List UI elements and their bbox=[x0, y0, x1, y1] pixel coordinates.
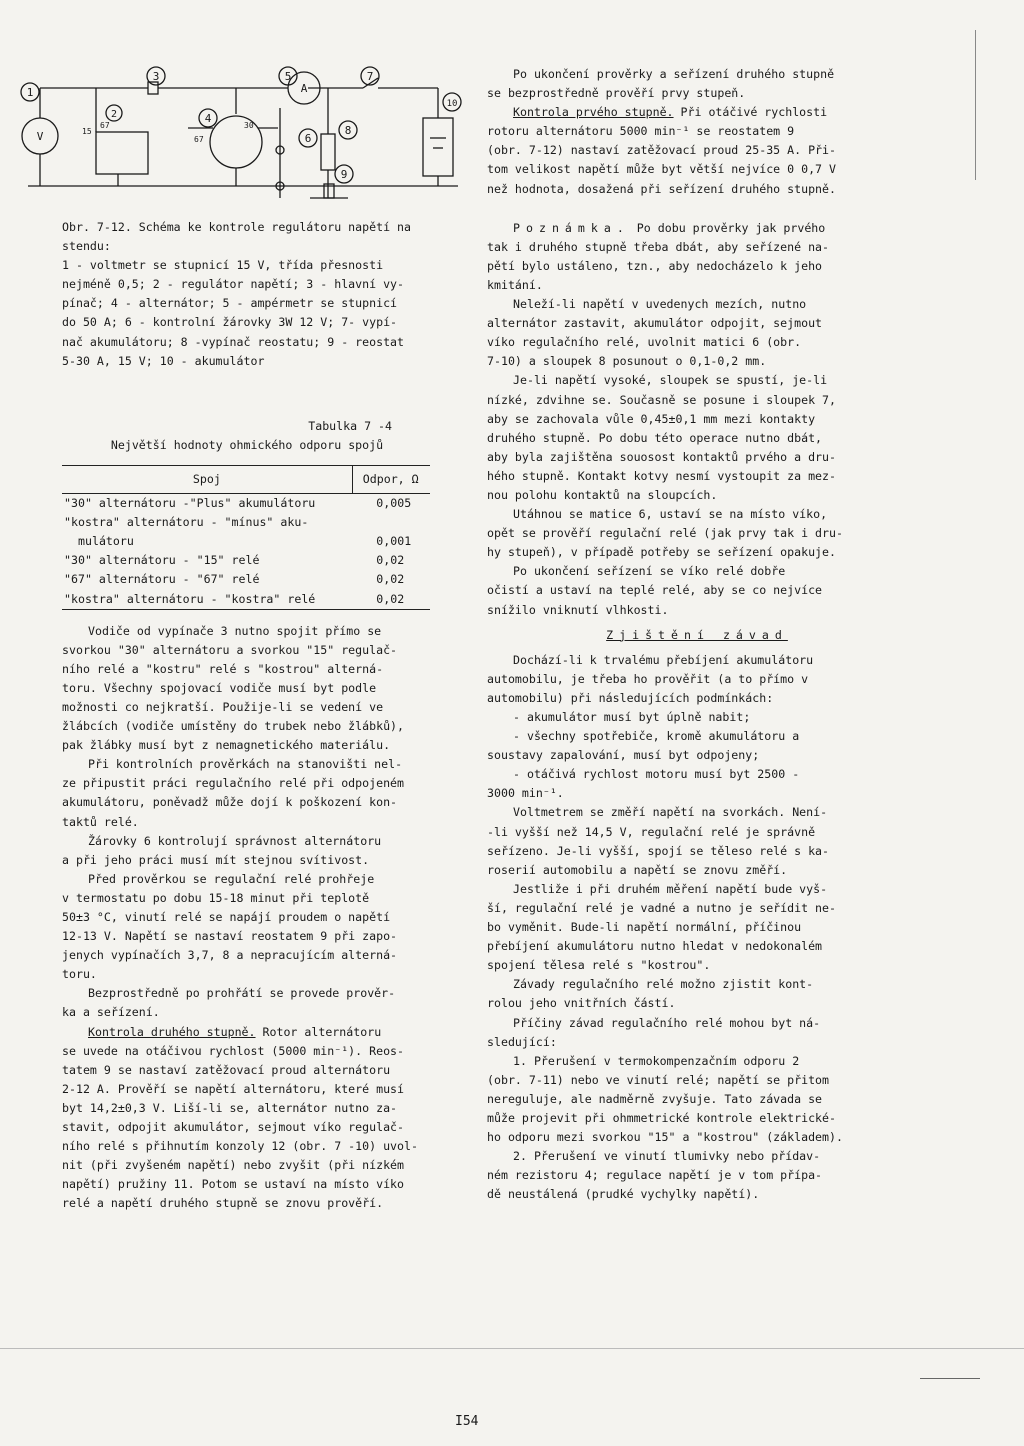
caption-line: Obr. 7-12. Schéma ke kontrole regulátoru napětí na bbox=[62, 220, 412, 234]
table-cell: mulátoru bbox=[78, 534, 134, 549]
section-heading: Kontrola prvého stupně. bbox=[513, 105, 674, 120]
figure-caption bbox=[62, 218, 432, 371]
table-cell: 0,005 bbox=[376, 496, 412, 511]
column-header-spoj: Spoj bbox=[62, 465, 352, 493]
diagram-label-4: 4 bbox=[204, 112, 212, 125]
paragraph: Závady regulačního relé možno zjistit kont- rolou jeho vnitřních částí. bbox=[487, 977, 814, 1011]
table-cell: 0,02 bbox=[376, 572, 405, 587]
caption-line: do 50 A; 6 - kontrolní žárovky 3W 12 V; 7- vypí- bbox=[62, 315, 398, 330]
terminal-67-label-a: 67 bbox=[100, 121, 110, 130]
table-cell: 0,02 bbox=[352, 590, 430, 610]
voltmeter-symbol: V bbox=[36, 130, 44, 143]
table-cell: 0,001 bbox=[376, 534, 412, 549]
note-body: Po dobu prověrky jak prvého tak i druhého stupně třeba dbát, aby seřízené na- pětí bylo ustáleno, tzn., aby nedocházelo k jeho kmitání. bbox=[487, 220, 830, 292]
diagram-label-7: 7 bbox=[366, 70, 374, 83]
table-row bbox=[62, 532, 430, 551]
section-heading bbox=[487, 626, 907, 645]
bullet-item: - akumulátor musí byt úplně nabit; bbox=[513, 710, 751, 724]
diagram-label-6: 6 bbox=[304, 132, 312, 145]
regulator-test-circuit-diagram bbox=[18, 58, 470, 213]
ammeter-symbol: A bbox=[300, 82, 308, 95]
scan-edge-line bbox=[975, 30, 976, 180]
table-cell: "30" alternátoru -"Plus" akumulátoru bbox=[64, 496, 316, 511]
bullet-item: - otáčivá rychlost motoru musí byt 2500 - 3000 min⁻¹. bbox=[487, 767, 800, 801]
diagram-label-2: 2 bbox=[110, 109, 118, 120]
caption-line: pínač; 4 - alternátor; 5 - ampérmetr se stupnicí bbox=[62, 296, 398, 311]
page-number: I54 bbox=[455, 1414, 479, 1429]
table-title: Největší hodnoty ohmického odporu spojů bbox=[110, 437, 384, 452]
numbered-item: 2. Přerušení ve vinutí tlumivky nebo přídav- ném rezistoru 4; regulace napětí je v tom přípa- dě neustálená (prudké vychylky napětí). bbox=[487, 1149, 823, 1202]
paragraph: Po ukončení prověrky a seřízení druhého stupně se bezprostředně prověří prvy stupeň. bbox=[487, 67, 835, 101]
table-row bbox=[62, 494, 430, 514]
diagram-label-8: 8 bbox=[344, 124, 352, 137]
paragraph-body: Rotor alternátoru se uvede na otáčivou rychlost (5000 min⁻¹). Reos- tatem 9 se nastaví zatěžovací proud alternátoru 2-12 A. Prověří se napětí alternátoru, které musí byt 14,2±0,3 V. Liší-li se, alternátor nutno za- stavit, odpojit akumulátor, sejmout víko regulač- ního relé s přihnutím konzoly 12 (obr. 7 -10) uvol- nit (při zvyšeném napětí) nebo zvyšit (při nízkém napětí) pružiny 11. Potom se ustaví na místo víko relé a napětí druhého stupně se znovu prověří. bbox=[62, 1024, 418, 1211]
paragraph: Voltmetrem se změří napětí na svorkách. Není- -li vyšší než 14,5 V, regulační relé je správně seřízeno. Je-li vyšší, spojí se těleso relé s ka- roserií automobilu a napětí se znovu změří. bbox=[487, 805, 830, 877]
table-cell: "67" alternátoru - "67" relé bbox=[64, 572, 260, 587]
caption-line: 1 - voltmetr se stupnicí 15 V, třída přesnosti bbox=[62, 258, 384, 273]
caption-line: stendu: bbox=[62, 239, 111, 254]
paragraph: Utáhnou se matice 6, ustaví se na místo víko, opět se prověří regulační relé (jak prvy tak i dru- hy stupeň), v případě potřeby se seřízení opakuje. bbox=[487, 507, 843, 560]
column-header-odpor: Odpor, Ω bbox=[352, 465, 430, 493]
paragraph: Bezprostředně po prohřátí se provede prověr- ka a seřízení. bbox=[62, 986, 396, 1020]
caption-line: nač akumulátoru; 8 -vypínač reostatu; 9 - reostat bbox=[62, 334, 405, 349]
diagram-label-10: 10 bbox=[446, 99, 458, 109]
paragraph bbox=[62, 1023, 432, 1214]
section-heading-text: Zjištění závad bbox=[606, 627, 788, 642]
paragraph-body: Při otáčivé rychlosti rotoru alternátoru 5000 min⁻¹ se reostatem 9 (obr. 7-12) nastaví zatěžovací proud 25-35 A. Při- tom velikost napětí může byt větší nejvíce 0 0,7 V než hodnota, dosažená při seřízení druhého stupně. bbox=[487, 105, 837, 196]
table-cell: "kostra" alternátoru - "mínus" aku- bbox=[64, 515, 309, 530]
table-cell bbox=[352, 513, 430, 532]
paragraph: Při kontrolních prověrkách na stanovišti nel- ze připustit práci regulačního relé při odpojeném akumulátoru, poněvadž může dojí k poškození kon- taktů relé. bbox=[62, 757, 405, 829]
paragraph: Žárovky 6 kontrolují správnost alternátoru a při jeho práci musí mít stejnou svítivost. bbox=[62, 833, 382, 867]
table-row bbox=[62, 513, 430, 532]
resistance-table bbox=[62, 465, 430, 610]
numbered-item: 1. Přerušení v termokompenzačním odporu 2 (obr. 7-11) nebo ve vinutí relé; napětí se přitom nereguluje, ale nadměrně zvyšuje. Tato závada se může projevit při ohmmetrické kontrole elektrické- ho odporu mezi svorkou "15" a "kostrou" (základem). bbox=[487, 1053, 843, 1145]
table-row bbox=[62, 551, 430, 570]
table-cell: "30" alternátoru - "15" relé bbox=[64, 553, 260, 568]
caption-line: nejméně 0,5; 2 - regulátor napětí; 3 - hlavní vy- bbox=[62, 277, 405, 292]
right-column bbox=[487, 65, 907, 1204]
paragraph: Po ukončení seřízení se víko relé dobře očistí a ustaví na teplé relé, aby se co nejvíce snížilo vniknutí vlhkosti. bbox=[487, 564, 823, 617]
table-number: Tabulka 7 -4 bbox=[308, 418, 392, 433]
note bbox=[487, 219, 907, 295]
paragraph: Neleží-li napětí v uvedenych mezích, nutno alternátor zastavit, akumulátor odpojit, sejmout víko regulačního relé, uvolnit matici 6 (obr. 7-10) a sloupek 8 posunout o 0,1-0,2 mm. bbox=[487, 297, 823, 369]
bullet-item: - všechny spotřebiče, kromě akumulátoru a soustavy zapalování, musí byt odpojeny; bbox=[487, 729, 800, 763]
paragraph bbox=[487, 103, 907, 198]
table-cell: "kostra" alternátoru - "kostra" relé bbox=[62, 590, 352, 610]
paragraph: Vodiče od vypínače 3 nutno spojit přímo se svorkou "30" alternátoru a svorkou "15" regulač- ního relé a "kostru" relé s "kostrou" alterná- toru. Všechny spojovací vodiče musí byt podle možnosti co nejkratší. Použije-li se vedení ve žlábcích (vodiče umístěny do trubek nebo žlábků), pak žlábky musí byt z nemagnetického materiálu. bbox=[62, 623, 405, 753]
terminal-15-label: 15 bbox=[82, 127, 92, 136]
section-heading: Kontrola druhého stupně. bbox=[88, 1024, 256, 1039]
table-row bbox=[62, 590, 430, 610]
table-row bbox=[62, 570, 430, 589]
paragraph: Je-li napětí vysoké, sloupek se spustí, je-li nízké, zdvihne se. Současně se posune i sloupek 7, aby se zachovala vůle 0,45±0,1 mm mezi kontakty druhého stupně. Po dobu této operace nutno dbát, aby byla zajištěna souosost kontaktů prvého a dru- hého stupně. Kontakt kotvy nesmí vystoupit za mez- nou polohu kontaktů na sloupcích. bbox=[487, 373, 837, 502]
table-cell: 0,02 bbox=[376, 553, 405, 568]
diagram-label-5: 5 bbox=[284, 70, 292, 83]
paragraph: Před prověrkou se regulační relé prohřeje v termostatu po dobu 15-18 minut při teplotě 50±3 °C, vinutí relé se napájí proudem o napětí 12-13 V. Napětí se nastaví reostatem 9 při zapo- jenych vypínačích 3,7, 8 a nepracujícím alterná- toru. bbox=[62, 871, 398, 982]
scan-edge-line bbox=[920, 1378, 980, 1379]
diagram-label-9: 9 bbox=[340, 168, 348, 181]
scan-edge-line bbox=[0, 1348, 1024, 1349]
terminal-30-label: 30 bbox=[244, 121, 254, 130]
caption-line: 5-30 A, 15 V; 10 - akumulátor bbox=[62, 353, 265, 368]
diagram-label-1: 1 bbox=[26, 86, 34, 99]
left-column bbox=[62, 218, 432, 1214]
terminal-67-label-b: 67 bbox=[194, 135, 204, 144]
paragraph: Příčiny závad regulačního relé mohou byt ná- sledující: bbox=[487, 1015, 821, 1049]
diagram-label-3: 3 bbox=[152, 70, 160, 83]
paragraph: Dochází-li k trvalému přebíjení akumulátoru automobilu, je třeba ho prověřit (a to přímo v automobilu) při následujících podmínkách: bbox=[487, 652, 814, 705]
note-heading: Poznámka. bbox=[513, 220, 630, 235]
paragraph: Jestliže i při druhém měření napětí bude vyš- ší, regulační relé je vadné a nutno je seřídit ne- bo vyměnit. Bude-li napětí normální, příčinou přebíjení akumulátoru nutno hledat v nedokonalém spojení tělesa relé s "kostrou". bbox=[487, 881, 837, 973]
